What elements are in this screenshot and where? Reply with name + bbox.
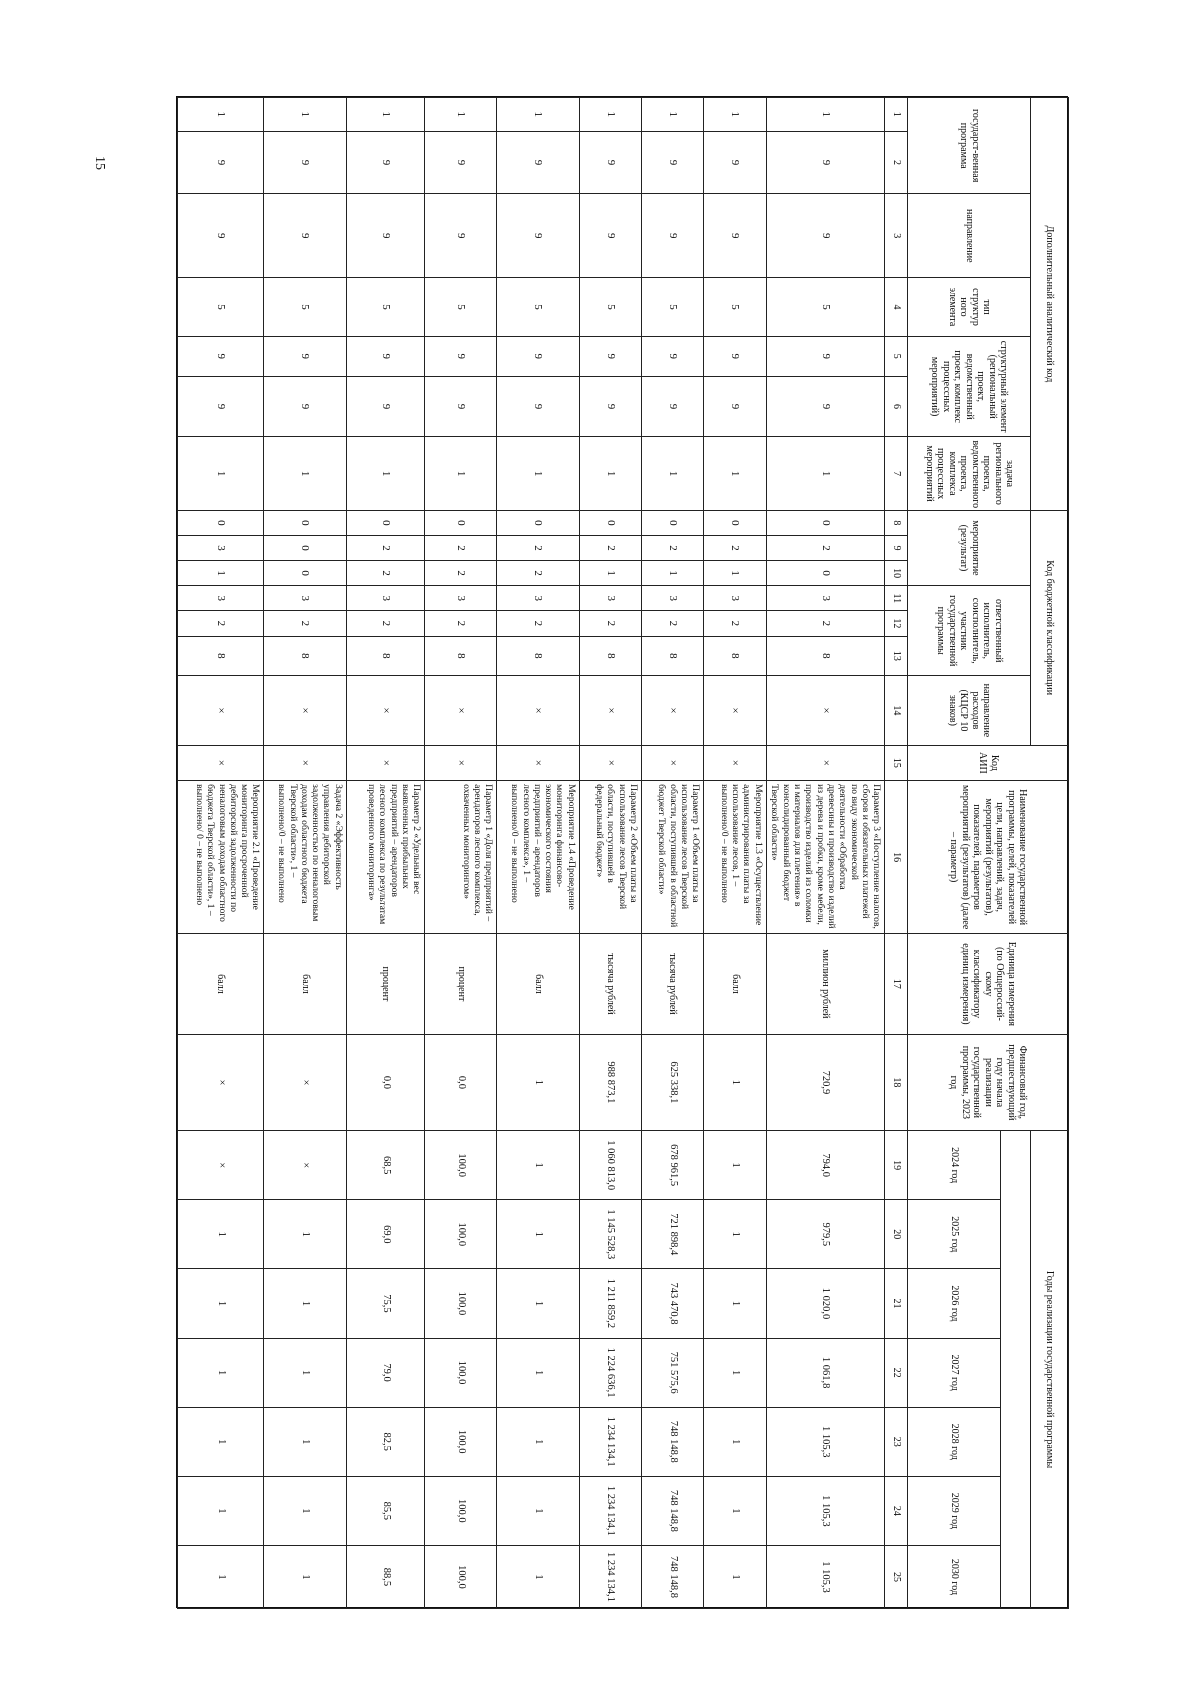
row-value-cell: × <box>264 1131 346 1200</box>
row-code-cell: 2 <box>642 535 704 560</box>
row-code-cell: × <box>264 745 346 781</box>
row-code-cell: 1 <box>497 98 579 132</box>
row-value-cell: 625 338,1 <box>642 1034 704 1130</box>
row-code-cell: 9 <box>766 131 885 194</box>
column-number-cell: 11 <box>885 586 908 611</box>
row-code-cell: 9 <box>497 131 579 194</box>
row-value-cell: 100,0 <box>425 1131 497 1200</box>
row-value-cell: 1 <box>704 1034 766 1130</box>
row-code-cell: 9 <box>497 376 579 437</box>
row-value-cell: 1 <box>264 1476 346 1545</box>
row-code-cell: 9 <box>704 131 766 194</box>
row-code-cell: 1 <box>346 437 424 510</box>
column-number-cell: 15 <box>885 745 908 781</box>
row-code-cell: 3 <box>178 535 264 560</box>
row-code-cell: 9 <box>178 376 264 437</box>
row-code-cell: 9 <box>766 336 885 376</box>
program-table <box>177 97 1069 1609</box>
row-code-cell: 2 <box>704 611 766 636</box>
row-code-cell: × <box>579 745 641 781</box>
column-number-cell: 16 <box>885 781 908 934</box>
row-value-cell: 748 148,8 <box>642 1407 704 1476</box>
row-code-cell: 1 <box>642 98 704 132</box>
row-code-cell: 2 <box>497 611 579 636</box>
row-code-cell: × <box>425 745 497 781</box>
row-code-cell: × <box>766 745 885 781</box>
header-year-2029: 2029 год <box>908 1476 1000 1545</box>
row-code-cell: 5 <box>642 278 704 337</box>
row-code-cell: 2 <box>704 535 766 560</box>
row-unit-cell: процент <box>425 934 497 1035</box>
row-code-cell: 3 <box>178 586 264 611</box>
document-sheet <box>176 96 1068 1608</box>
row-code-cell: 0 <box>704 510 766 535</box>
row-code-cell: 0 <box>346 510 424 535</box>
row-code-cell: 9 <box>346 194 424 278</box>
row-unit-cell: балл <box>178 934 264 1035</box>
row-code-cell: 3 <box>425 586 497 611</box>
row-value-cell: × <box>178 1034 264 1130</box>
row-code-cell: 1 <box>497 437 579 510</box>
row-code-cell: 1 <box>766 437 885 510</box>
column-number-cell: 7 <box>885 437 908 510</box>
header-years-group: Годы реализации государственной программы <box>1030 1131 1068 1609</box>
column-number-cell: 5 <box>885 336 908 376</box>
row-unit-cell: балл <box>497 934 579 1035</box>
table-row <box>704 98 766 1609</box>
row-code-cell: 5 <box>264 278 346 337</box>
header-year-2024: 2024 год <box>908 1131 1000 1200</box>
row-code-cell: 3 <box>497 586 579 611</box>
row-code-cell: × <box>497 745 579 781</box>
row-value-cell: 751 575,6 <box>642 1338 704 1407</box>
row-code-cell: 1 <box>178 437 264 510</box>
row-code-cell: 1 <box>766 98 885 132</box>
row-code-cell: 9 <box>425 194 497 278</box>
row-code-cell: 1 <box>425 437 497 510</box>
header-direction: направление <box>908 194 1031 278</box>
row-code-cell: × <box>579 676 641 745</box>
row-unit-cell: тысяча рублей <box>642 934 704 1035</box>
column-number-cell: 6 <box>885 376 908 437</box>
row-value-cell: 1 <box>704 1545 766 1608</box>
row-code-cell: × <box>178 745 264 781</box>
row-value-cell: 1 <box>497 1407 579 1476</box>
row-code-cell: 1 <box>178 98 264 132</box>
row-code-cell: 9 <box>766 376 885 437</box>
column-number-cell: 3 <box>885 194 908 278</box>
row-code-cell: 1 <box>579 98 641 132</box>
row-value-cell: 1 <box>497 1200 579 1269</box>
row-value-cell: 1 <box>497 1131 579 1200</box>
row-value-cell: 1 <box>497 1034 579 1130</box>
column-number-cell: 14 <box>885 676 908 745</box>
row-code-cell: 9 <box>346 131 424 194</box>
row-value-cell: 88,5 <box>346 1545 424 1608</box>
row-code-cell: 2 <box>497 561 579 586</box>
column-number-cell: 1 <box>885 98 908 132</box>
row-code-cell: 1 <box>704 437 766 510</box>
row-value-cell: 1 <box>264 1407 346 1476</box>
row-code-cell: 9 <box>579 131 641 194</box>
row-value-cell: 1 234 134,1 <box>579 1407 641 1476</box>
row-name-cell: Мероприятие 2.1 «Проведение мониторинга просроченной дебиторской задолженности по неналоговым доходам областного бюджета Тверской области», 1 – выполнено/ 0 – не выполнено <box>178 781 264 934</box>
row-code-cell: 9 <box>642 194 704 278</box>
header-year-2025: 2025 год <box>908 1200 1000 1269</box>
row-value-cell: 1 224 636,1 <box>579 1338 641 1407</box>
table-row <box>642 98 704 1609</box>
row-value-cell: 1 020,0 <box>766 1269 885 1338</box>
header-years-spacer <box>1000 1131 1030 1609</box>
table-row <box>425 98 497 1609</box>
row-name-cell: Параметр 2 «Объем платы за использование лесов Тверской области, поступившей в федеральный бюджет» <box>579 781 641 934</box>
row-code-cell: 0 <box>264 561 346 586</box>
row-code-cell: 3 <box>346 586 424 611</box>
row-value-cell: 1 <box>264 1545 346 1608</box>
row-code-cell: 3 <box>766 586 885 611</box>
row-value-cell: 720,9 <box>766 1034 885 1130</box>
row-code-cell: 9 <box>178 131 264 194</box>
row-code-cell: 8 <box>766 636 885 676</box>
row-value-cell: 1 060 813,0 <box>579 1131 641 1200</box>
row-code-cell: 8 <box>642 636 704 676</box>
row-code-cell: 0 <box>178 510 264 535</box>
row-value-cell: 1 <box>178 1200 264 1269</box>
row-code-cell: 0 <box>497 510 579 535</box>
row-code-cell: 9 <box>264 194 346 278</box>
column-number-cell: 8 <box>885 510 908 535</box>
table-row <box>346 98 424 1609</box>
row-code-cell: 9 <box>642 336 704 376</box>
column-number-cell: 23 <box>885 1407 908 1476</box>
row-value-cell: 1 105,3 <box>766 1545 885 1608</box>
row-value-cell: 1 105,3 <box>766 1407 885 1476</box>
row-value-cell: 1 <box>178 1545 264 1608</box>
row-value-cell: 1 <box>178 1407 264 1476</box>
row-code-cell: 0 <box>264 535 346 560</box>
page-number: 15 <box>92 156 107 170</box>
row-code-cell: 9 <box>178 336 264 376</box>
row-code-cell: 1 <box>264 437 346 510</box>
column-number-cell: 2 <box>885 131 908 194</box>
row-code-cell: 9 <box>579 194 641 278</box>
column-number-cell: 4 <box>885 278 908 337</box>
row-value-cell: 100,0 <box>425 1269 497 1338</box>
row-code-cell: 0 <box>579 510 641 535</box>
row-value-cell: 100,0 <box>425 1476 497 1545</box>
row-value-cell: 1 <box>704 1200 766 1269</box>
row-code-cell: 2 <box>425 535 497 560</box>
row-code-cell: 1 <box>346 98 424 132</box>
header-budget-code: Код бюджетной классификации <box>1030 510 1068 745</box>
column-number-cell: 12 <box>885 611 908 636</box>
row-code-cell: 0 <box>425 510 497 535</box>
row-name-cell: Мероприятие 1.4 «Проведение мониторинга финансово-экономического состояния предприятий – арендаторов лесного комплекса», 1 – выполнено/0 – не выполнено <box>497 781 579 934</box>
row-unit-cell: балл <box>704 934 766 1035</box>
row-code-cell: 2 <box>766 535 885 560</box>
row-code-cell: × <box>642 676 704 745</box>
row-code-cell: 8 <box>579 636 641 676</box>
header-additional-code: Дополнительный аналитический код <box>1030 98 1068 511</box>
row-code-cell: 1 <box>264 98 346 132</box>
row-value-cell: 1 <box>497 1545 579 1608</box>
row-code-cell: 1 <box>704 561 766 586</box>
row-code-cell: × <box>704 676 766 745</box>
row-code-cell: 8 <box>425 636 497 676</box>
row-code-cell: 9 <box>642 376 704 437</box>
row-value-cell: 794,0 <box>766 1131 885 1200</box>
row-code-cell: 8 <box>264 636 346 676</box>
row-value-cell: 82,5 <box>346 1407 424 1476</box>
row-name-cell: Задача 2 «Эффективность управления дебиторской задолженностью по неналоговым доходам областного бюджета Тверской области», 1 – выполнено/0 – не выполнено <box>264 781 346 934</box>
row-value-cell: 1 <box>497 1338 579 1407</box>
row-code-cell: × <box>497 676 579 745</box>
row-code-cell: 5 <box>346 278 424 337</box>
row-value-cell: 1 145 528,3 <box>579 1200 641 1269</box>
row-value-cell: 743 470,8 <box>642 1269 704 1338</box>
row-value-cell: 1 061,8 <box>766 1338 885 1407</box>
table-row <box>497 98 579 1609</box>
row-code-cell: 2 <box>178 611 264 636</box>
row-code-cell: 0 <box>766 510 885 535</box>
row-code-cell: 9 <box>579 376 641 437</box>
column-number-cell: 10 <box>885 561 908 586</box>
row-code-cell: 1 <box>579 437 641 510</box>
row-code-cell: × <box>264 676 346 745</box>
row-value-cell: 100,0 <box>425 1407 497 1476</box>
column-number-cell: 22 <box>885 1338 908 1407</box>
row-code-cell: 1 <box>178 561 264 586</box>
row-code-cell: 9 <box>264 376 346 437</box>
row-value-cell: × <box>264 1034 346 1130</box>
row-value-cell: 1 234 134,1 <box>579 1476 641 1545</box>
row-value-cell: 85,5 <box>346 1476 424 1545</box>
header-event: мероприятие (результат) <box>908 510 1031 585</box>
header-year-2028: 2028 год <box>908 1407 1000 1476</box>
row-code-cell: 2 <box>766 611 885 636</box>
header-base-year: Финансовый год, предшествующий году начала реализации государственной программы, 2023 год <box>908 1034 1069 1130</box>
row-value-cell: 988 873,1 <box>579 1034 641 1130</box>
row-code-cell: 9 <box>579 336 641 376</box>
header-name: Наименование государственной программы, целей, показателей цели, направлений, задач, мероприятий (результатов), показателей, параметров мероприятий (результатов) (далее – параметр) <box>908 781 1069 934</box>
row-code-cell: × <box>178 676 264 745</box>
row-code-cell: 9 <box>264 336 346 376</box>
row-code-cell: 2 <box>264 611 346 636</box>
header-unit: Единица измерения (по Общероссий-скому классификатору единиц измерения) <box>908 934 1069 1035</box>
row-value-cell: 1 <box>178 1476 264 1545</box>
row-code-cell: 2 <box>642 611 704 636</box>
row-value-cell: 1 <box>704 1407 766 1476</box>
header-struct-element: структурный элемент (региональный проект, ведомственный проект, комплекс процессных мероприятий) <box>908 336 1031 437</box>
row-value-cell: 1 <box>497 1269 579 1338</box>
header-program: государст-венная программа <box>908 98 1031 194</box>
row-code-cell: 1 <box>425 98 497 132</box>
row-code-cell: × <box>346 745 424 781</box>
row-code-cell: 9 <box>178 194 264 278</box>
row-name-cell: Параметр 1 «Доля предприятий – арендаторов лесного комплекса, охваченных мониторингом» <box>425 781 497 934</box>
row-value-cell: 1 <box>704 1269 766 1338</box>
row-value-cell: 1 211 859,2 <box>579 1269 641 1338</box>
row-value-cell: 1 <box>264 1338 346 1407</box>
row-name-cell: Мероприятие 1.3 «Осуществление администрирования платы за использование лесов, 1 – выполнено/0 – не выполнено <box>704 781 766 934</box>
table-row <box>178 98 264 1609</box>
row-code-cell: 9 <box>704 194 766 278</box>
row-value-cell: 1 <box>704 1131 766 1200</box>
row-code-cell: 2 <box>346 611 424 636</box>
row-value-cell: 678 961,5 <box>642 1131 704 1200</box>
row-code-cell: 5 <box>497 278 579 337</box>
row-code-cell: 3 <box>264 586 346 611</box>
column-number-cell: 13 <box>885 636 908 676</box>
row-unit-cell: процент <box>346 934 424 1035</box>
row-value-cell: 748 148,8 <box>642 1545 704 1608</box>
header-task: задача регионального проекта, ведомственного проекта, комплекса процессных мероприятий <box>908 437 1031 510</box>
column-number-cell: 21 <box>885 1269 908 1338</box>
row-value-cell: 100,0 <box>425 1338 497 1407</box>
row-code-cell: 9 <box>497 194 579 278</box>
table-row <box>766 98 885 1609</box>
rotated-table-container <box>177 97 1069 1609</box>
header-year-2027: 2027 год <box>908 1338 1000 1407</box>
row-code-cell: × <box>346 676 424 745</box>
row-code-cell: 8 <box>178 636 264 676</box>
row-code-cell: 2 <box>497 535 579 560</box>
row-code-cell: 5 <box>178 278 264 337</box>
row-code-cell: 2 <box>579 611 641 636</box>
row-code-cell: 0 <box>766 561 885 586</box>
row-value-cell: 1 <box>178 1338 264 1407</box>
row-value-cell: 1 234 134,1 <box>579 1545 641 1608</box>
column-number-cell: 17 <box>885 934 908 1035</box>
row-unit-cell: тысяча рублей <box>579 934 641 1035</box>
row-code-cell: 9 <box>425 131 497 194</box>
row-value-cell: 1 <box>704 1338 766 1407</box>
row-code-cell: 9 <box>264 131 346 194</box>
row-value-cell: 100,0 <box>425 1545 497 1608</box>
header-aip-code: Код АИП <box>908 745 1069 781</box>
row-code-cell: 2 <box>579 535 641 560</box>
row-value-cell: 979,5 <box>766 1200 885 1269</box>
row-code-cell: × <box>704 745 766 781</box>
row-unit-cell: миллион рублей <box>766 934 885 1035</box>
row-code-cell: 9 <box>704 376 766 437</box>
row-code-cell: 1 <box>642 437 704 510</box>
row-code-cell: 9 <box>497 336 579 376</box>
table-row <box>264 98 346 1609</box>
row-name-cell: Параметр 1 «Объем платы за использование лесов Тверской области, поступившей в областной бюджет Тверской области» <box>642 781 704 934</box>
row-code-cell: 8 <box>497 636 579 676</box>
row-code-cell: 2 <box>346 535 424 560</box>
column-number-cell: 24 <box>885 1476 908 1545</box>
row-code-cell: 5 <box>579 278 641 337</box>
row-code-cell: 0 <box>264 510 346 535</box>
row-value-cell: 1 <box>704 1476 766 1545</box>
row-code-cell: 3 <box>579 586 641 611</box>
row-code-cell: 1 <box>704 98 766 132</box>
row-value-cell: 1 105,3 <box>766 1476 885 1545</box>
row-code-cell: 2 <box>425 561 497 586</box>
column-number-cell: 20 <box>885 1200 908 1269</box>
row-value-cell: × <box>178 1131 264 1200</box>
row-value-cell: 0,0 <box>425 1034 497 1130</box>
row-code-cell: 2 <box>425 611 497 636</box>
row-code-cell: 5 <box>425 278 497 337</box>
row-code-cell: 9 <box>425 336 497 376</box>
row-value-cell: 79,0 <box>346 1338 424 1407</box>
row-name-cell: Параметр 3 «Поступление налогов, сборов и обязательных платежей по виду экономической деятельности «Обработка древесины и производство изделий из дерева и пробки, кроме мебели, производство изделий из соломки и материалов для плетения» в консолидированный бюджет Тверской области» <box>766 781 885 934</box>
row-code-cell: × <box>766 676 885 745</box>
row-code-cell: 3 <box>704 586 766 611</box>
row-code-cell: 5 <box>704 278 766 337</box>
row-code-cell: 9 <box>766 194 885 278</box>
row-value-cell: 100,0 <box>425 1200 497 1269</box>
table-body <box>178 98 1069 1609</box>
header-year-2030: 2030 год <box>908 1545 1000 1608</box>
row-code-cell: 2 <box>346 561 424 586</box>
row-value-cell: 1 <box>264 1200 346 1269</box>
row-code-cell: 9 <box>642 131 704 194</box>
row-value-cell: 1 <box>178 1269 264 1338</box>
column-number-cell: 9 <box>885 535 908 560</box>
row-value-cell: 75,5 <box>346 1269 424 1338</box>
column-number-cell: 19 <box>885 1131 908 1200</box>
row-value-cell: 1 <box>264 1269 346 1338</box>
row-code-cell: 3 <box>642 586 704 611</box>
column-number-cell: 25 <box>885 1545 908 1608</box>
row-code-cell: 8 <box>704 636 766 676</box>
row-code-cell: 0 <box>642 510 704 535</box>
row-name-cell: Параметр 2 «Удельный вес выявленных прибыльных предприятий – арендаторов лесного комплекса по результатам проведенного мониторинга» <box>346 781 424 934</box>
row-value-cell: 748 148,8 <box>642 1476 704 1545</box>
column-number-row <box>885 98 908 1609</box>
row-code-cell: 9 <box>346 336 424 376</box>
header-struct-type: тип структур ного элемента <box>908 278 1031 337</box>
header-expense: направление расходов (КЦСР 10 знаков) <box>908 676 1031 745</box>
row-code-cell: 1 <box>642 561 704 586</box>
row-code-cell: 5 <box>766 278 885 337</box>
row-value-cell: 0,0 <box>346 1034 424 1130</box>
row-value-cell: 68,5 <box>346 1131 424 1200</box>
row-code-cell: 9 <box>704 336 766 376</box>
row-value-cell: 69,0 <box>346 1200 424 1269</box>
row-code-cell: 1 <box>579 561 641 586</box>
row-value-cell: 721 898,4 <box>642 1200 704 1269</box>
row-unit-cell: балл <box>264 934 346 1035</box>
row-code-cell: × <box>642 745 704 781</box>
row-code-cell: × <box>425 676 497 745</box>
header-executor: ответственный исполнитель, соисполнитель, участник государственной программы <box>908 586 1031 676</box>
row-code-cell: 8 <box>346 636 424 676</box>
table-row <box>579 98 641 1609</box>
row-value-cell: 1 <box>497 1476 579 1545</box>
row-code-cell: 9 <box>346 376 424 437</box>
row-code-cell: 9 <box>425 376 497 437</box>
header-row-1 <box>1030 98 1068 1609</box>
column-number-cell: 18 <box>885 1034 908 1130</box>
header-year-2026: 2026 год <box>908 1269 1000 1338</box>
